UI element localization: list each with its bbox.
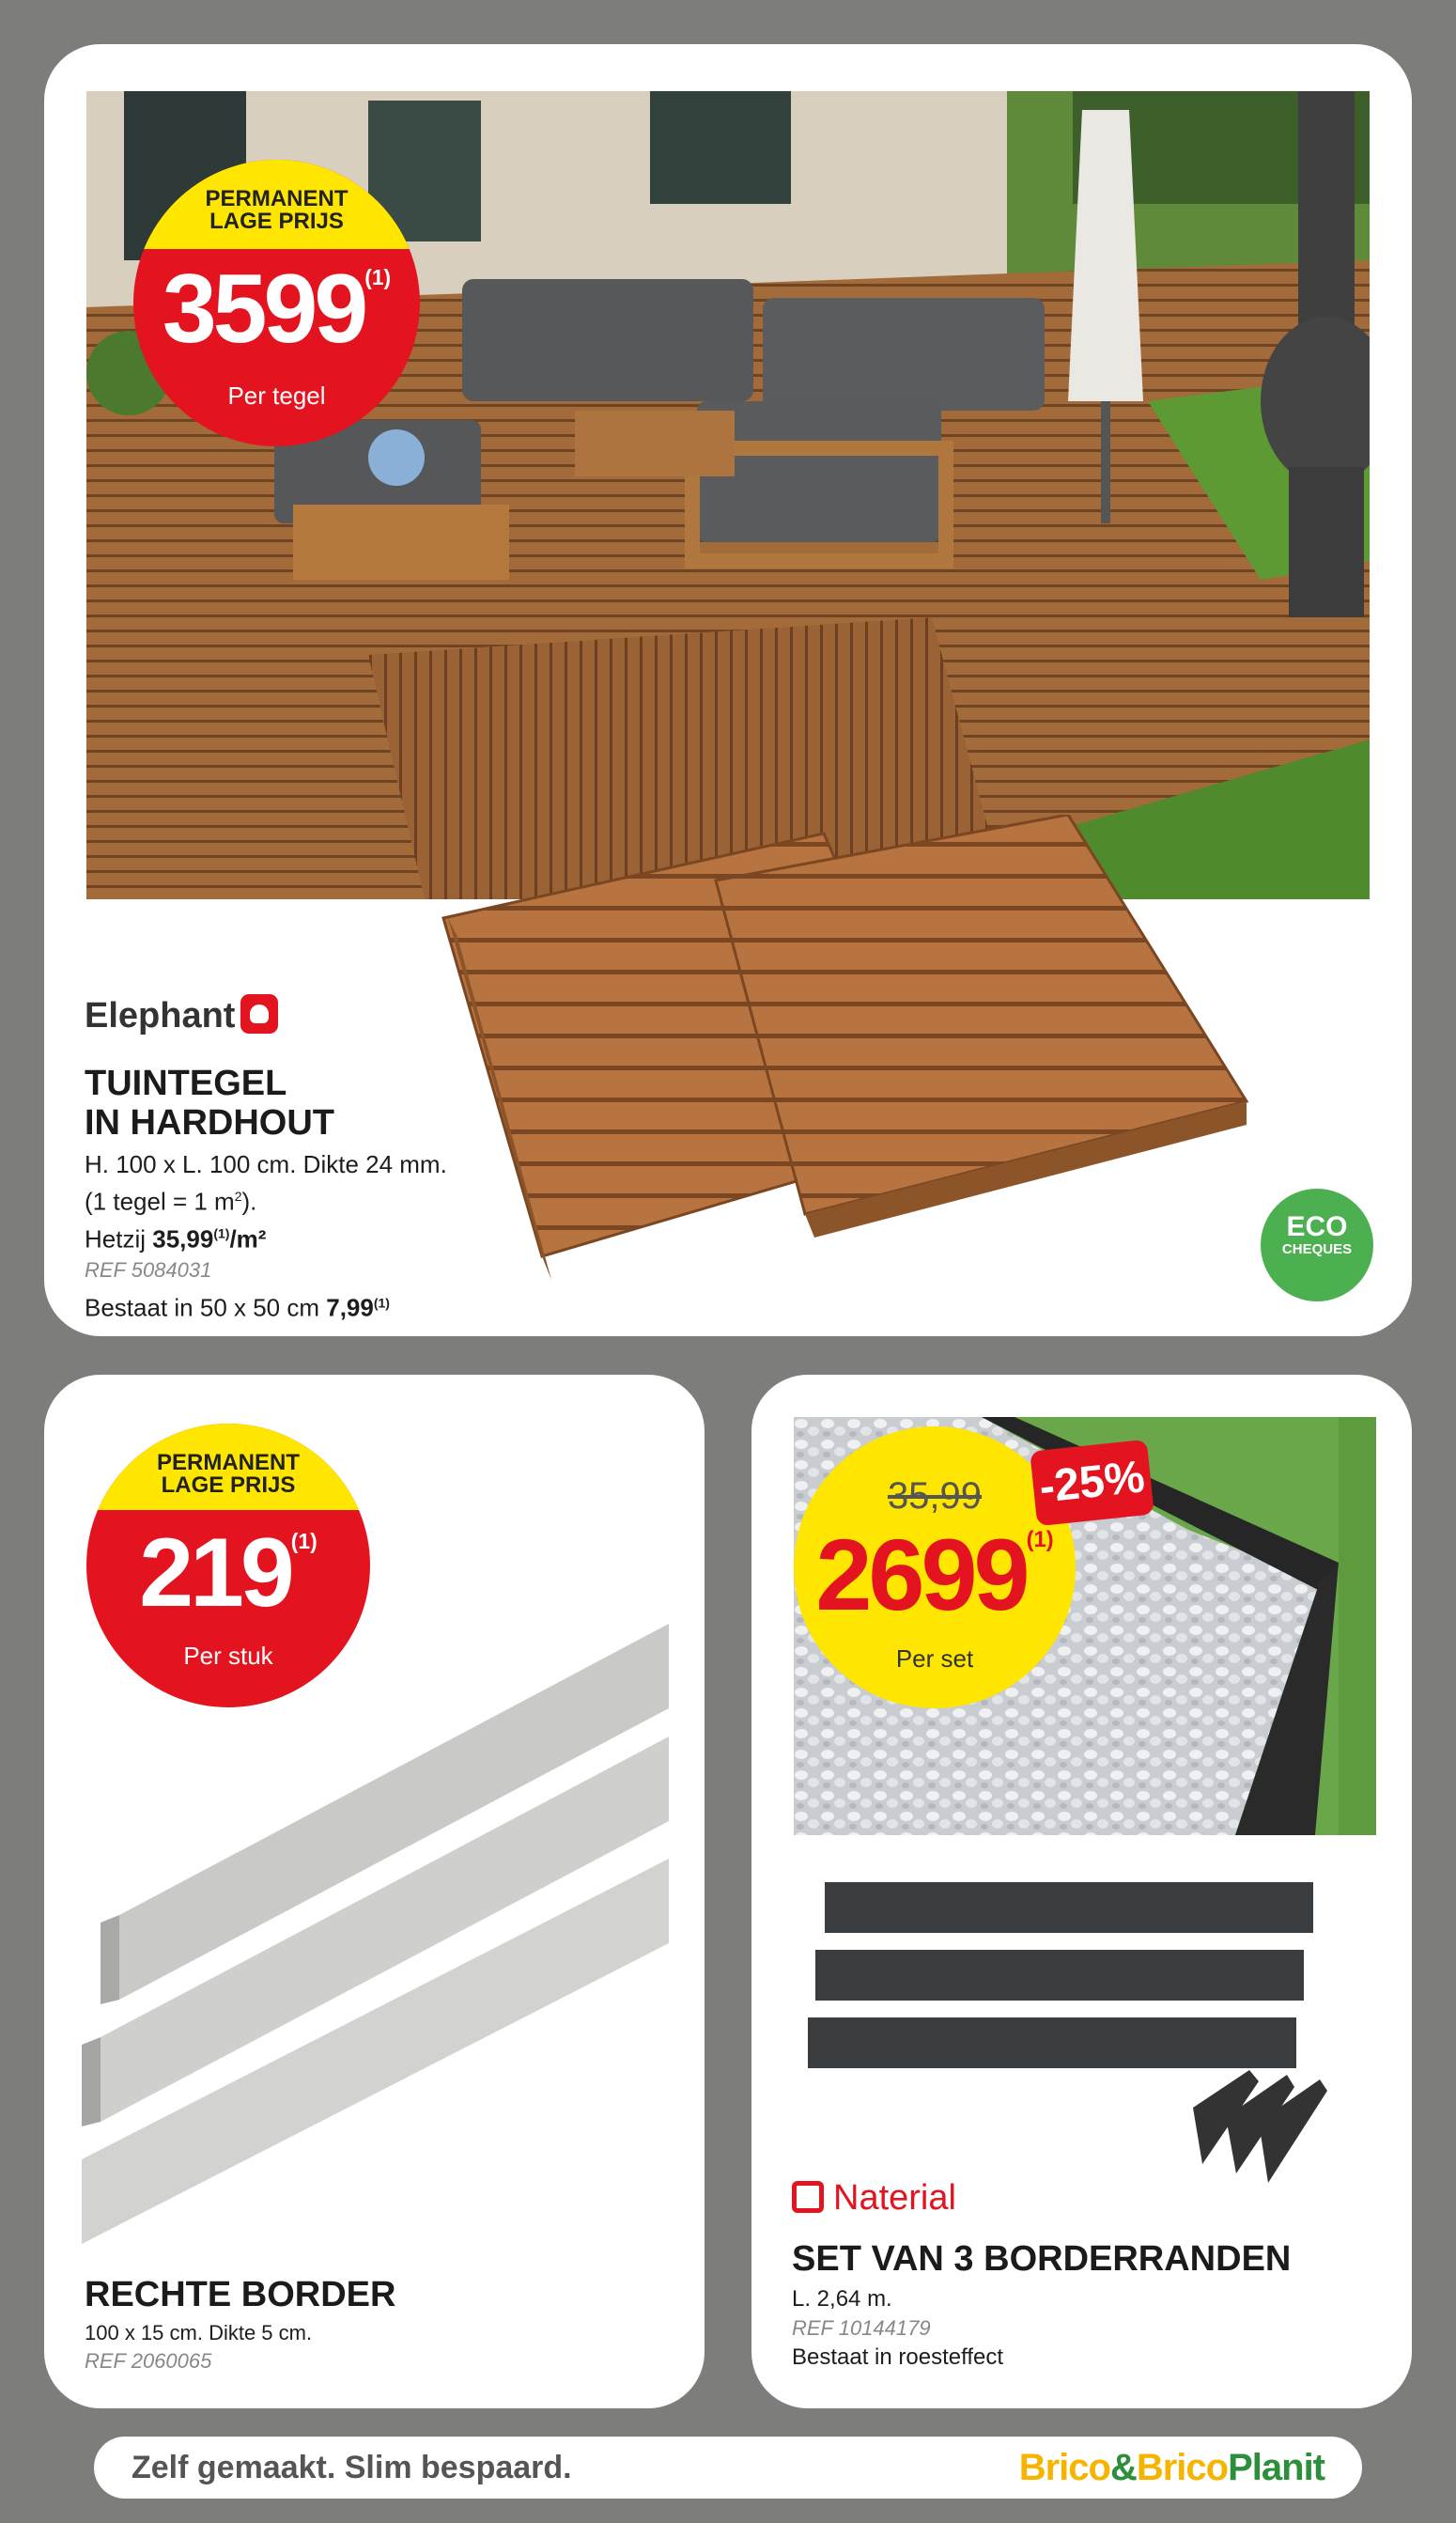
eco-cheques-icon: ECO CHEQUES <box>1261 1189 1373 1301</box>
brico-logo: Brico&BricoPlanit <box>1018 2447 1324 2488</box>
price-value: 3599$^{(1)}$ <box>162 255 392 364</box>
price-unit: Per tegel <box>227 382 326 410</box>
product-ref: REF 10144179 <box>792 2316 931 2340</box>
product-specs: 100 x 15 cm. Dikte 5 cm. REF 2060065 <box>85 2319 312 2375</box>
naterial-logo-icon <box>792 2181 824 2213</box>
border-strips-image <box>798 1882 1362 2183</box>
old-price: 35,99 <box>887 1475 983 1517</box>
product-specs: L. 2,64 m. REF 10144179 Bestaat in roesteffect <box>792 2286 1004 2370</box>
price-unit: Per stuk <box>183 1642 273 1670</box>
product-card-borderranden <box>751 1375 1412 2408</box>
price-value: 219$^{(1)}$ <box>139 1518 318 1627</box>
permanent-low-price-label: PERMANENT LAGE PRIJS <box>86 1424 370 1510</box>
product-ref: REF 2060065 <box>85 2349 212 2373</box>
slogan: Zelf gemaakt. Slim bespaard. <box>132 2450 572 2485</box>
wood-tiles-image <box>420 815 1293 1336</box>
footer-bar <box>94 2437 1362 2499</box>
product-title: SET VAN 3 BORDERRANDEN <box>792 2239 1292 2279</box>
naterial-brand-logo: Naterial <box>792 2178 956 2219</box>
elephant-logo-icon <box>240 994 278 1034</box>
product-card-tuintegel <box>44 44 1412 1336</box>
price-unit: Per set <box>895 1644 974 1673</box>
product-ref: REF 5084031 <box>85 1258 212 1283</box>
price-value: 2699$^{(1)}$ <box>815 1518 1054 1631</box>
product-card-rechte-border <box>44 1375 705 2408</box>
discount-badge: -25% <box>1030 1440 1154 1527</box>
permanent-low-price-label: PERMANENT LAGE PRIJS <box>133 160 420 249</box>
product-title: RECHTE BORDER <box>85 2275 396 2314</box>
elephant-brand-logo: Elephant <box>85 996 278 1037</box>
product-title: TUINTEGEL IN HARDHOUT <box>85 1064 334 1143</box>
price-badge-tuintegel <box>133 160 420 446</box>
product-specs: H. 100 x L. 100 cm. Dikte 24 mm. (1 tegel = 1 $m^2$). Hetzij 35,99$^{(1)}$/m² REF 5084031 Bestaat in 50 x 50 cm 7,99$^{(1)}$ <box>85 1150 447 1322</box>
concrete-border-image <box>82 1624 683 2244</box>
price-badge-rechte-border <box>86 1424 370 1707</box>
